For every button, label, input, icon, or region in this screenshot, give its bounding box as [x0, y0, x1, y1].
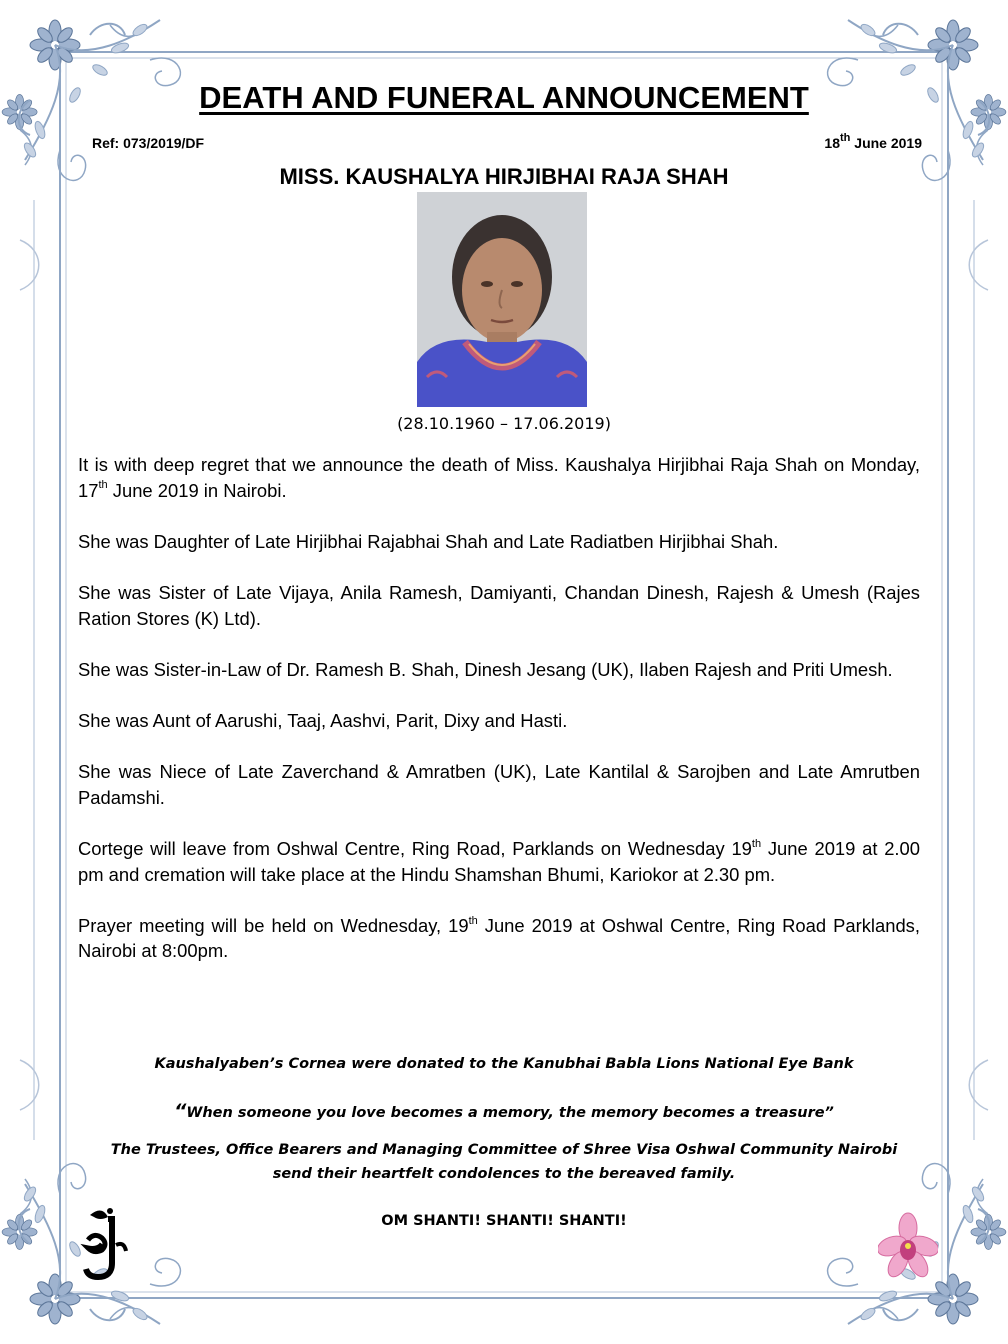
sister-in-law-paragraph: She was Sister-in-Law of Dr. Ramesh B. Shah, Dinesh Jesang (UK), Ilaben Rajesh and Priti Umesh. [78, 658, 893, 680]
deceased-name: MISS. KAUSHALYA HIRJIBHAI RAJA SHAH [279, 164, 729, 189]
om-shanti: OM SHANTI! SHANTI! SHANTI! [381, 1213, 627, 1229]
death-paragraph: It is with deep regret that we announce the death of Miss. Kaushalya Hirjibhai Raja Shah on Monday, 17th June 2019 in Nairobi. [78, 454, 920, 501]
reference-number: Ref: 073/2019/DF [92, 135, 205, 151]
announcement-title: DEATH AND FUNERAL ANNOUNCEMENT [199, 80, 809, 115]
orchid-flower-icon [878, 1212, 938, 1282]
condolence-line-2: send their heartfelt condolences to the bereaved family. [272, 1166, 736, 1182]
cornea-donation-note: Kaushalyaben’s Cornea were donated to the Kanubhai Babla Lions National Eye Bank [154, 1056, 854, 1072]
prayer-paragraph: Prayer meeting will be held on Wednesday, 19th June 2019 at Oshwal Centre, Ring Road Parklands, Nairobi at 8:00pm. [78, 914, 920, 962]
aunt-paragraph: She was Aunt of Aarushi, Taaj, Aashvi, Parit, Dixy and Hasti. [78, 709, 568, 731]
cortege-paragraph: Cortege will leave from Oshwal Centre, Ring Road, Parklands on Wednesday 19th June 2019 at 2.00 pm and cremation will take place at the Hindu Shamshan Bhumi, Kariokor at 2.30 pm. [78, 837, 920, 885]
memorial-quote: “When someone you love becomes a memory, the memory becomes a treasure” [174, 1100, 834, 1122]
sister-paragraph: She was Sister of Late Vijaya, Anila Ramesh, Damiyanti, Chandan Dinesh, Rajesh & Umesh (Rajes Ration Stores (K) Ltd). [78, 581, 920, 629]
announcement-body [78, 452, 920, 989]
condolence-line-1: The Trustees, Office Bearers and Managing Committee of Shree Visa Oshwal Community Nairobi [110, 1142, 898, 1158]
life-dates: (28.10.1960 – 17.06.2019) [397, 414, 611, 433]
deceased-photo [417, 192, 587, 407]
niece-paragraph: She was Niece of Late Zaverchand & Amratben (UK), Late Kantilal & Sarojben and Late Amrutben Padamshi. [78, 761, 920, 808]
announcement-date: 18th June 2019 [824, 132, 922, 151]
daughter-paragraph: She was Daughter of Late Hirjibhai Rajabhai Shah and Late Radiatben Hirjibhai Shah. [78, 530, 779, 552]
jain-om-icon [80, 1205, 130, 1285]
